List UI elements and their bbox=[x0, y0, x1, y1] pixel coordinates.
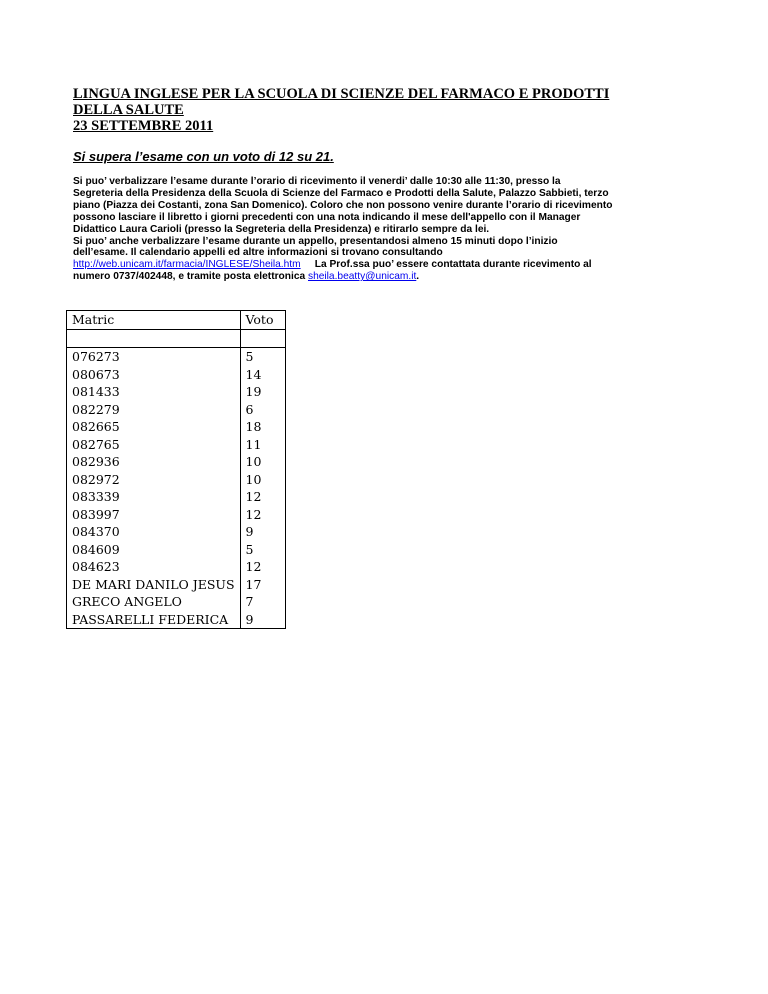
table-row bbox=[67, 348, 286, 366]
matric-cell: 082665 bbox=[67, 418, 241, 436]
voto-cell: 12 bbox=[240, 506, 285, 524]
paragraph-line-email bbox=[73, 271, 703, 283]
voto-cell: 6 bbox=[240, 401, 285, 419]
table-row bbox=[67, 611, 286, 629]
table-row bbox=[67, 593, 286, 611]
table-row bbox=[67, 401, 286, 419]
table-blank-row bbox=[67, 329, 286, 348]
voto-cell: 10 bbox=[240, 453, 285, 471]
instructions-paragraph bbox=[73, 176, 703, 283]
title-line-1: LINGUA INGLESE PER LA SCUOLA DI SCIENZE DEL FARMACO E PRODOTTI bbox=[73, 86, 610, 102]
table-header-row bbox=[67, 311, 286, 330]
matric-cell: GRECO ANGELO bbox=[67, 593, 241, 611]
voto-cell: 7 bbox=[240, 593, 285, 611]
matric-cell: 084609 bbox=[67, 541, 241, 559]
email-suffix: . bbox=[416, 271, 420, 283]
matric-cell: 080673 bbox=[67, 366, 241, 384]
document-title bbox=[73, 86, 713, 134]
voto-cell: 5 bbox=[240, 348, 285, 366]
matric-cell: 082936 bbox=[67, 453, 241, 471]
table-row bbox=[67, 471, 286, 489]
table-row bbox=[67, 453, 286, 471]
voto-cell: 17 bbox=[240, 576, 285, 594]
matric-cell: PASSARELLI FEDERICA bbox=[67, 611, 241, 629]
blank-cell bbox=[67, 329, 241, 348]
table-row bbox=[67, 366, 286, 384]
table-row bbox=[67, 576, 286, 594]
matric-cell: 082972 bbox=[67, 471, 241, 489]
paragraph-line: Si puo’ anche verbalizzare l’esame durante un appello, presentandosi almeno 15 minuti dopo l’inizio bbox=[73, 235, 558, 247]
paragraph-line: piano (Piazza dei Costanti, zona San Domenico). Coloro che non possono venire durante l’orario di ricevimento bbox=[73, 199, 613, 211]
paragraph-line: dell’esame. Il calendario appelli ed altre informazioni si trovano consultando bbox=[73, 247, 443, 259]
title-date: 23 SETTEMBRE 2011 bbox=[73, 118, 214, 134]
title-line-2: DELLA SALUTE bbox=[73, 102, 184, 118]
header-matric: Matric bbox=[67, 311, 241, 330]
matric-cell: 082279 bbox=[67, 401, 241, 419]
voto-cell: 14 bbox=[240, 366, 285, 384]
table-row bbox=[67, 488, 286, 506]
phone-text: numero 0737/402448, e tramite posta elettronica bbox=[73, 271, 308, 283]
paragraph-line: possono lasciare il libretto i giorni precedenti con una nota indicando il mese dell'appello con il Manager bbox=[73, 211, 581, 223]
calendar-link[interactable]: http://web.unicam.it/farmacia/INGLESE/Sheila.htm bbox=[73, 259, 301, 271]
voto-cell: 12 bbox=[240, 558, 285, 576]
contact-text: La Prof.ssa puo’ essere contattata durante ricevimento al bbox=[314, 259, 592, 271]
paragraph-line: Si puo’ verbalizzare l’esame durante l’orario di ricevimento il venerdi’ dalle 10:30 alle 11:30, presso la bbox=[73, 176, 561, 187]
voto-cell: 9 bbox=[240, 611, 285, 629]
voto-cell: 9 bbox=[240, 523, 285, 541]
voto-cell: 5 bbox=[240, 541, 285, 559]
header-voto: Voto bbox=[240, 311, 285, 330]
matric-cell: 084370 bbox=[67, 523, 241, 541]
matric-cell: 083339 bbox=[67, 488, 241, 506]
matric-cell: 082765 bbox=[67, 436, 241, 454]
voto-cell: 11 bbox=[240, 436, 285, 454]
voto-cell: 18 bbox=[240, 418, 285, 436]
voto-cell: 19 bbox=[240, 383, 285, 401]
blank-cell bbox=[240, 329, 285, 348]
matric-cell: 081433 bbox=[67, 383, 241, 401]
pass-threshold-note: Si supera l’esame con un voto di 12 su 21. bbox=[73, 149, 334, 164]
matric-cell: 076273 bbox=[67, 348, 241, 366]
grades-table bbox=[66, 310, 286, 629]
email-link[interactable]: sheila.beatty@unicam.it bbox=[307, 271, 417, 283]
matric-cell: DE MARI DANILO JESUS bbox=[67, 576, 241, 594]
table-row bbox=[67, 558, 286, 576]
table-row bbox=[67, 523, 286, 541]
paragraph-line-link bbox=[73, 259, 703, 271]
table-row bbox=[67, 418, 286, 436]
table-row bbox=[67, 506, 286, 524]
paragraph-line: Didattico Laura Carioli (presso la Segreteria della Presidenza) e ritirarlo sempre da lei. bbox=[73, 223, 490, 235]
matric-cell: 084623 bbox=[67, 558, 241, 576]
voto-cell: 10 bbox=[240, 471, 285, 489]
table-row bbox=[67, 383, 286, 401]
table-row bbox=[67, 436, 286, 454]
matric-cell: 083997 bbox=[67, 506, 241, 524]
table-row bbox=[67, 541, 286, 559]
paragraph-line: Segreteria della Presidenza della Scuola di Scienze del Farmaco e Prodotti della Salute, Palazzo Sabbieti, terzo bbox=[73, 187, 609, 199]
voto-cell: 12 bbox=[240, 488, 285, 506]
